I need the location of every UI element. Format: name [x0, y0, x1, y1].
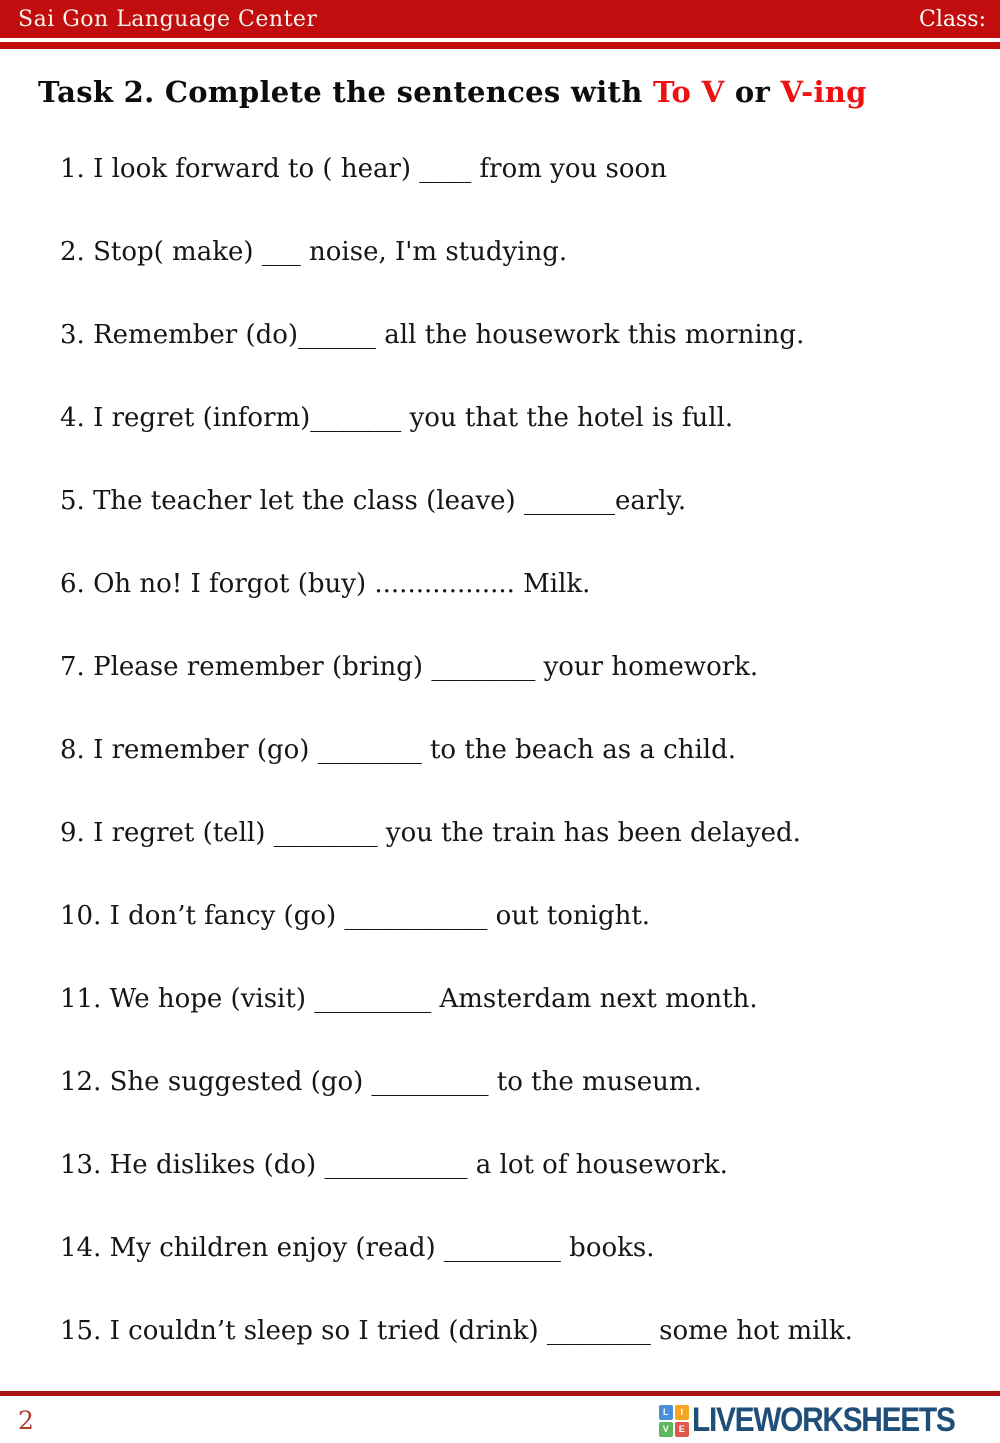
liveworksheets-tiles-icon: [659, 1405, 689, 1437]
sentence-list: [0, 151, 1000, 1349]
sentence-with-blank: 2. Stop( make) ___ noise, I'm studying.: [60, 237, 568, 267]
sentence-with-blank: 5. The teacher let the class (leave) _______early.: [60, 486, 687, 516]
sentence-with-blank: 9. I regret (tell) ________ you the train has been delayed.: [60, 818, 801, 848]
sentence-with-blank: 10. I don’t fancy (go) ___________ out tonight.: [60, 901, 651, 931]
logo-tile-v: V: [659, 1422, 673, 1437]
sentence-with-blank: 13. He dislikes (do) ___________ a lot of housework.: [60, 1150, 728, 1180]
sentence-with-blank: 11. We hope (visit) _________ Amsterdam next month.: [60, 984, 758, 1014]
liveworksheets-wordmark: LIVEWORKSHEETS: [691, 1401, 955, 1439]
sentence-with-blank: 6. Oh no! I forgot (buy) ................. Milk.: [60, 569, 591, 599]
sentence-with-blank: 15. I couldn’t sleep so I tried (drink) ________ some hot milk.: [60, 1316, 853, 1346]
class-label: Class:: [919, 6, 986, 32]
task-title-option-ving: V-ing: [780, 75, 867, 109]
liveworksheets-logo: [659, 1401, 990, 1440]
sentence-with-blank: 12. She suggested (go) _________ to the museum.: [60, 1067, 702, 1097]
sentence-with-blank: 7. Please remember (bring) ________ your homework.: [60, 652, 759, 682]
footer-bar: [0, 1398, 1000, 1443]
task-title-text: Task 2. Complete the sentences with: [38, 75, 643, 109]
header-bar: [0, 0, 1000, 38]
task-title-option-tov: To V: [653, 75, 725, 109]
header-divider-stripe: [0, 42, 1000, 49]
sentence-with-blank: 1. I look forward to ( hear) ____ from you soon: [60, 154, 667, 184]
sentence-with-blank: 8. I remember (go) ________ to the beach as a child.: [60, 735, 736, 765]
sentence-with-blank: 3. Remember (do)______ all the housework this morning.: [60, 320, 805, 350]
page-number: 2: [18, 1406, 34, 1435]
school-name: Sai Gon Language Center: [18, 6, 318, 32]
logo-tile-e: E: [675, 1422, 689, 1437]
footer-divider-line: [0, 1391, 1000, 1396]
task-title-connector: or: [734, 75, 771, 109]
logo-tile-i: I: [675, 1405, 689, 1420]
logo-tile-l: L: [659, 1405, 673, 1420]
task-title: [38, 75, 1000, 109]
sentence-with-blank: 4. I regret (inform)_______ you that the hotel is full.: [60, 403, 734, 433]
sentence-with-blank: 14. My children enjoy (read) _________ books.: [60, 1233, 655, 1263]
